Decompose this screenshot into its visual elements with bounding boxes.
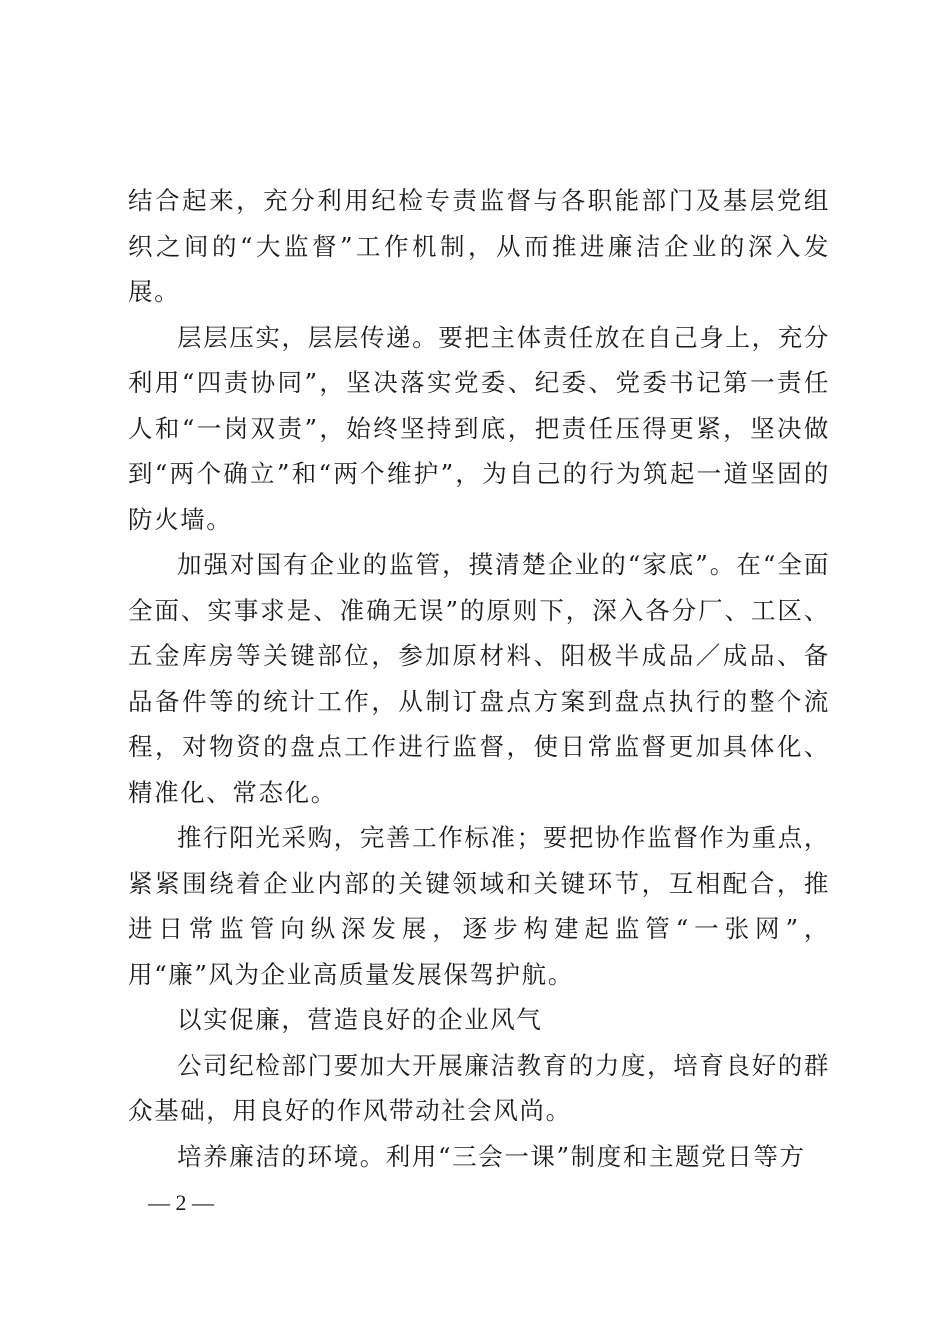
paragraph-education: 公司纪检部门要加大开展廉洁教育的力度，培育良好的群众基础，用良好的作风带动社会风尚。 — [128, 1050, 830, 1125]
paragraph-supervision: 加强对国有企业的监管，摸清楚企业的“家底”。在“全面全面、实事求是、准确无误”的原则下，深入各分厂、工区、五金库房等关键部位，参加原材料、阳极半成品／成品、备品备件等的统计工作，从制订盘点方案到盘点执行的整个流程，对物资的盘点工作进行监督，使日常监督更加具体化、精准化、常态化。 — [128, 550, 830, 807]
paragraph-responsibility: 层层压实，层层传递。要把主体责任放在自己身上，充分利用“四责协同”，坚决落实党委、纪委、党委书记第一责任人和“一岗双责”，始终坚持到底，把责任压得更紧，坚决做到“两个确立”和“两个维护”，为自己的行为筑起一道坚固的防火墙。 — [128, 322, 830, 534]
paragraph-procurement: 推行阳光采购，完善工作标准；要把协作监督作为重点，紧紧围绕着企业内部的关键领域和关键环节，互相配合，推进日常监管向纵深发展，逐步构建起监管“一张网”，用“廉”风为企业高质量发展保驾护航。 — [128, 823, 830, 989]
paragraph-continuation: 结合起来，充分利用纪检专责监督与各职能部门及基层党组织之间的“大监督”工作机制，从而推进廉洁企业的深入发展。 — [128, 186, 830, 306]
section-heading: 以实促廉，营造良好的企业风气 — [177, 1005, 543, 1034]
document-body — [128, 178, 830, 1179]
page-number: — 2 — — [148, 1190, 214, 1215]
paragraph-environment: 培养廉洁的环境。利用“三会一课”制度和主题党日等方 — [177, 1141, 806, 1171]
